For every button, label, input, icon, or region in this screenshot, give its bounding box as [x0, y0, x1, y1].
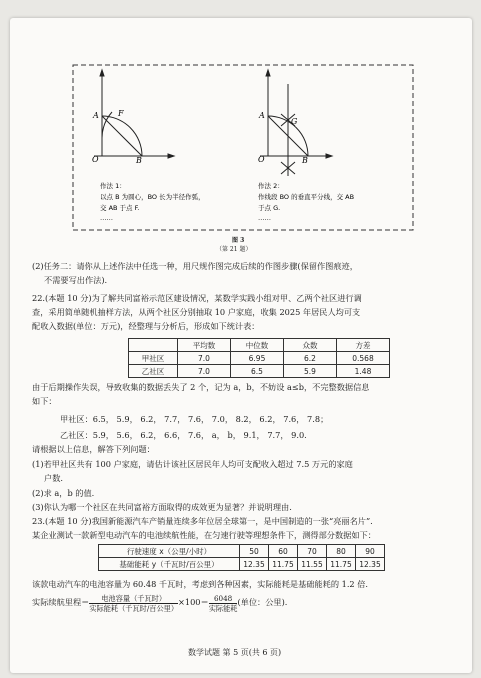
- table-row: [99, 558, 385, 571]
- right-label-G: G: [291, 117, 298, 126]
- left-method-line1: 以点 B 为圆心，BO 长为半径作弧，: [100, 193, 205, 201]
- q22-q1-a: (1)若甲社区共有 100 户家庭，请估计该社区居民年人均可支配收入超过 7.5 万元的家庭: [32, 459, 353, 469]
- table-cell: 70: [298, 545, 327, 558]
- table-cell: 乙社区: [129, 365, 178, 378]
- left-construction: [94, 70, 174, 158]
- table-cell: 12.35: [356, 558, 385, 571]
- q23-line-1: 该款电动汽车的电池容量为 60.48 千瓦时，考虑到各种因素，实际能耗是基础能耗的 1.2 倍.: [32, 579, 369, 589]
- right-method-line2: 于点 G.: [258, 204, 281, 212]
- table-cell: 6.5: [231, 365, 284, 378]
- q23-formula: [32, 592, 287, 613]
- right-label-B: B: [302, 156, 308, 165]
- fraction-denominator: 实际能耗（千瓦时/百公里）: [89, 603, 179, 613]
- table-cell: 11.75: [327, 558, 356, 571]
- q22-data-jia: 甲社区：6.5， 5.9， 6.2， 7.7， 7.6， 7.0， 8.2， 6.2， 7.6， 7.8；: [60, 414, 329, 424]
- formula-fraction-2: [209, 594, 238, 613]
- right-method-line3: ……: [258, 214, 271, 222]
- page-footer: 数学试题 第 5 页(共 6 页): [188, 648, 282, 657]
- table-cell: 行驶速度 x（公里/小时）: [99, 545, 240, 558]
- q22-note-2: 如下：: [32, 396, 57, 406]
- q22-q3: (3)你认为哪一个社区在共同富裕方面取得的成效更为显著？并说明理由.: [32, 502, 292, 512]
- table-row: [129, 352, 390, 365]
- right-label-A: A: [259, 111, 265, 120]
- table-cell: 5.9: [284, 365, 337, 378]
- table-cell: 1.48: [337, 365, 390, 378]
- figure-3: [72, 64, 415, 232]
- figure-sub-caption: （第 21 题）: [216, 246, 252, 253]
- table-row: [129, 365, 390, 378]
- right-method-line1: 作线段 BO 的垂直平分线，交 AB: [258, 193, 355, 201]
- q22-q2: (2)求 a，b 的值.: [32, 488, 95, 498]
- table-row: [99, 545, 385, 558]
- q22-note-1: 由于后期操作失误，导致收集的数据丢失了 2 个，记为 a，b，不妨设 a≤b，不完整数据信息: [32, 382, 370, 392]
- table-cell: 50: [240, 545, 269, 558]
- q22-stats-table: [128, 338, 390, 378]
- figure-caption: 图 3: [232, 237, 245, 244]
- q22-ask: 请根据以上信息，解答下列问题：: [32, 444, 155, 454]
- table-cell: 0.568: [337, 352, 390, 365]
- table-cell: 中位数: [231, 339, 284, 352]
- formula-fraction-1: [89, 594, 178, 613]
- table-cell: 60: [269, 545, 298, 558]
- table-header-row: [129, 339, 390, 352]
- table-cell: 7.0: [178, 352, 231, 365]
- right-label-O: O: [258, 155, 265, 164]
- left-label-A: A: [93, 111, 99, 120]
- right-method-title: 作法 2：: [258, 182, 284, 190]
- q23-intro-2: 某企业测试一款新型电动汽车的电池续航性能，在匀速行驶等理想条件下，测得部分数据如下：: [32, 530, 376, 540]
- table-cell: 6.2: [284, 352, 337, 365]
- q22-data-yi: 乙社区：5.9， 5.6， 6.2， 6.6， 7.6， a， b， 9.1， 7.7， 9.0.: [60, 430, 307, 440]
- table-cell: 7.0: [178, 365, 231, 378]
- table-cell: 基础能耗 y（千瓦时/百公里）: [99, 558, 240, 571]
- table-cell: [129, 339, 178, 352]
- table-cell: 甲社区: [129, 352, 178, 365]
- table-cell: 80: [327, 545, 356, 558]
- left-label-B: B: [136, 156, 142, 165]
- left-method-line3: ……: [100, 214, 113, 222]
- left-method-line2: 交 AB 于点 F.: [100, 204, 140, 212]
- q22-q1-b: 户数.: [44, 473, 63, 483]
- q23-data-table: [98, 544, 385, 571]
- q21-task2-cont: 不需要写出作法).: [44, 275, 108, 285]
- formula-times: ×100＝: [178, 597, 209, 607]
- table-cell: 平均数: [178, 339, 231, 352]
- q21-task2: (2)任务二：请你从上述作法中任选一种，用尺规作图完成后续的作图步骤(保留作图痕迹，: [32, 261, 358, 271]
- table-cell: 90: [356, 545, 385, 558]
- q22-intro-3: 配收入数据(单位：万元)，经整理与分析后，形成如下统计表：: [32, 321, 260, 331]
- q22-intro-2: 查，采用简单随机抽样方法，从两个社区分别抽取 10 户家庭，收集 2025 年居民人均可支: [32, 307, 361, 317]
- fraction-numerator: 6048: [209, 594, 238, 604]
- q22-intro-1: 22.(本题 10 分)为了解共同富裕示范区建设情况，某数学实践小组对甲、乙两个社区进行调: [32, 293, 362, 303]
- table-cell: 方差: [337, 339, 390, 352]
- table-cell: 11.75: [269, 558, 298, 571]
- table-cell: 6.95: [231, 352, 284, 365]
- q23-intro-1: 23.(本题 10 分)我国新能源汽车产销量连续多年位居全球第一，是中国制造的一张“亮丽名片”.: [32, 516, 373, 526]
- left-label-F: F: [118, 109, 124, 118]
- left-label-O: O: [92, 155, 99, 164]
- formula-tail: (单位：公里).: [237, 597, 288, 607]
- fraction-numerator: 电池容量（千瓦时）: [89, 594, 178, 604]
- left-method-title: 作法 1：: [100, 182, 126, 190]
- table-cell: 11.55: [298, 558, 327, 571]
- table-cell: 12.35: [240, 558, 269, 571]
- table-cell: 众数: [284, 339, 337, 352]
- formula-lhs: 实际续航里程＝: [32, 597, 90, 607]
- fraction-denominator: 实际能耗: [208, 603, 238, 613]
